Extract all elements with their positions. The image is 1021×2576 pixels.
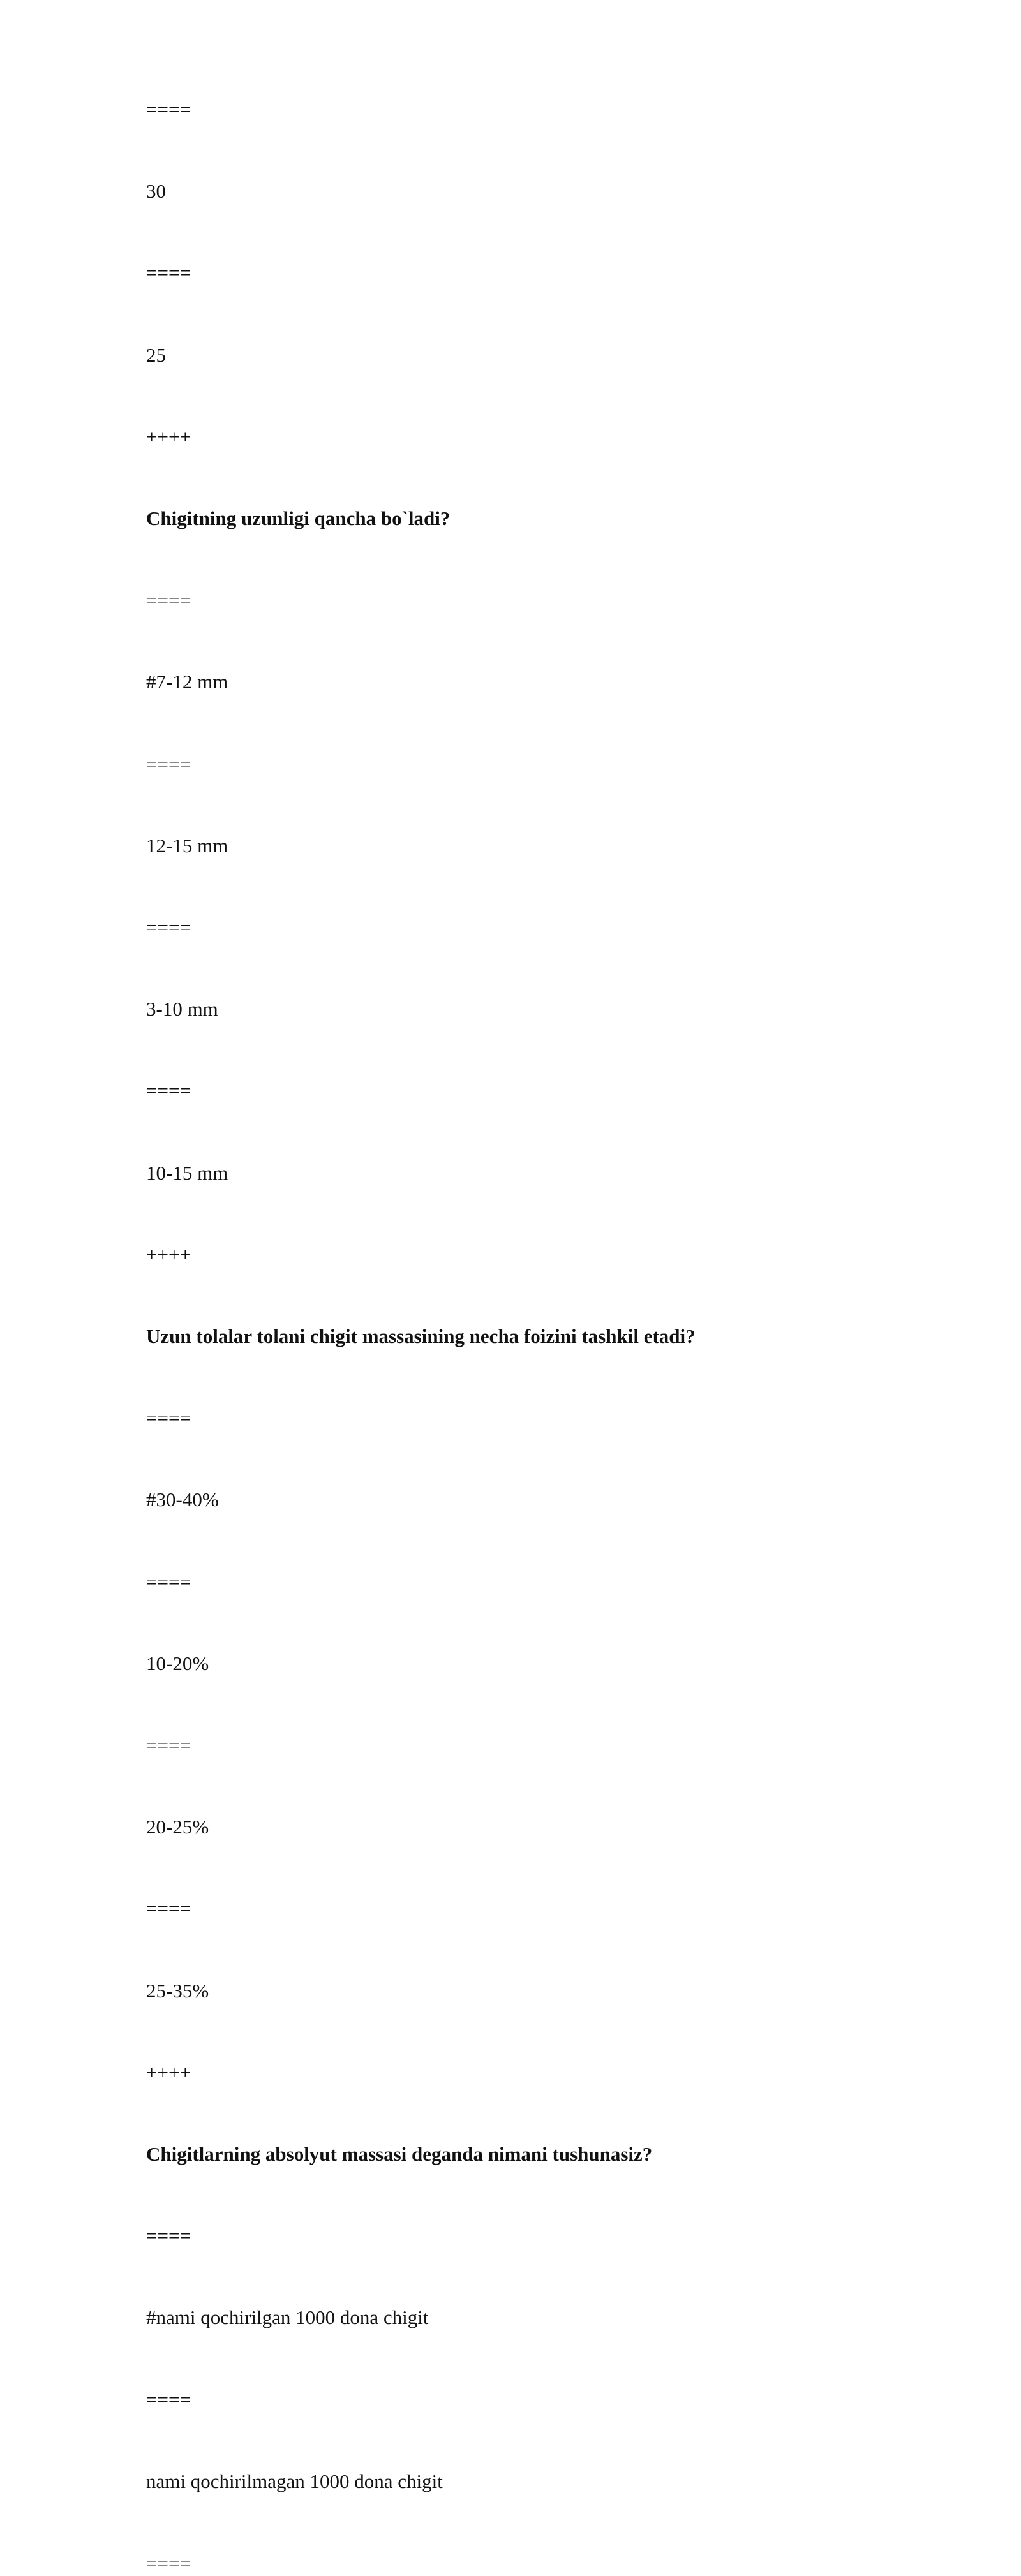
answer-option: 3-10 mm [146, 998, 218, 1020]
option-separator: ==== [146, 1407, 191, 1429]
correct-answer-option: #7-12 mm [146, 670, 228, 693]
option-separator: ==== [146, 1571, 191, 1593]
answer-option: 20-25% [146, 1816, 209, 1838]
question-text: Chigitlarning absolyut massasi deganda nimani tushunasiz? [146, 2143, 653, 2165]
answer-option: 12-15 mm [146, 834, 228, 857]
option-separator: ==== [146, 2224, 191, 2247]
correct-answer-option: #nami qochirilgan 1000 dona chigit [146, 2306, 429, 2328]
answer-option: 25 [146, 344, 166, 366]
answer-option: 10-20% [146, 1652, 209, 1675]
option-separator: ==== [146, 916, 191, 938]
answer-option: 25-35% [146, 1980, 209, 2002]
option-separator: ==== [146, 2552, 191, 2574]
option-separator: ==== [146, 98, 191, 121]
option-separator: ==== [146, 1079, 191, 1102]
question-separator: ++++ [146, 2061, 191, 2084]
question-text: Uzun tolalar tolani chigit massasining necha foizini tashkil etadi? [146, 1325, 696, 1347]
option-separator: ==== [146, 1734, 191, 1756]
option-separator: ==== [146, 262, 191, 284]
option-separator: ==== [146, 1897, 191, 1920]
answer-option: nami qochirilmagan 1000 dona chigit [146, 2470, 443, 2492]
answer-option: 30 [146, 180, 166, 202]
question-text: Chigitning uzunligi qancha bo`ladi? [146, 507, 451, 529]
answer-option: 10-15 mm [146, 1162, 228, 1184]
option-separator: ==== [146, 753, 191, 775]
option-separator: ==== [146, 2388, 191, 2411]
question-separator: ++++ [146, 426, 191, 448]
option-separator: ==== [146, 589, 191, 611]
question-separator: ++++ [146, 1243, 191, 1266]
correct-answer-option: #30-40% [146, 1488, 219, 1511]
